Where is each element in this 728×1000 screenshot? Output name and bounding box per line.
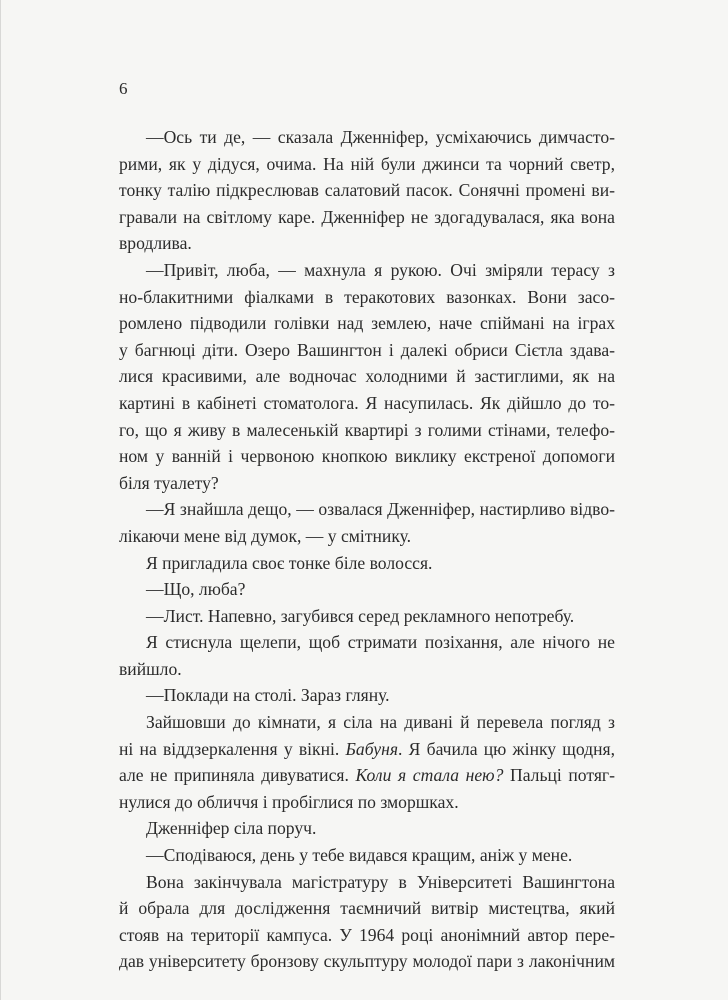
text-line: го, що я живу в малесенькій квартирі з голими стінами, телефо- bbox=[119, 419, 615, 440]
text-line: Вона закінчувала магістратуру в Університеті Вашингтона bbox=[146, 871, 615, 892]
text-line: гравали на світлому каре. Дженніфер не здогадувалася, яка вона bbox=[119, 206, 615, 227]
text-line: вродлива. bbox=[119, 233, 192, 254]
text-line: біля туалету? bbox=[119, 472, 219, 493]
text-line: дав університету бронзову скульптуру молодої пари з лаконічним bbox=[119, 951, 615, 972]
text-line: —Я знайшла дещо, — озвалася Дженніфер, настирливо відво- bbox=[146, 499, 615, 520]
text-line: картині в кабінеті стоматолога. Я насупилась. Як дійшло до то- bbox=[119, 392, 615, 413]
text-line: —Ось ти де, — сказала Дженніфер, усміхаючись димчасто- bbox=[146, 127, 615, 147]
text-line: стояв на території кампуса. У 1964 році анонімний автор пере- bbox=[119, 924, 615, 945]
text-line: Дженніфер сіла поруч. bbox=[146, 818, 317, 839]
text-line: тонку талію підкреслював салатовий пасок. Сонячні промені ви- bbox=[119, 180, 615, 201]
text-line: Я стиснула щелепи, щоб стримати позіхання, але нічого не bbox=[146, 632, 615, 653]
text-line: лися красивими, але водночас холодними й застиглими, як на bbox=[119, 366, 615, 387]
text-line: у багнюці діти. Озеро Вашингтон і далекі обриси Сієтла здава- bbox=[119, 339, 615, 360]
text-line: Я пригладила своє тонке біле волосся. bbox=[146, 552, 433, 573]
text-line: —Сподіваюся, день у тебе видався кращим, аніж у мене. bbox=[146, 845, 573, 866]
page-number: 6 bbox=[119, 79, 128, 98]
text-line: але не припиняла дивуватися. Коли я стала нею? Пальці потяг- bbox=[119, 765, 615, 786]
text-line: —Лист. Напевно, загубився серед рекламного непотребу. bbox=[146, 605, 575, 626]
text-line: Зайшовши до кімнати, я сіла на дивані й перевела погляд з bbox=[146, 712, 615, 733]
italic-text: Коли я стала нею? bbox=[355, 765, 504, 786]
text-line: —Що, люба? bbox=[146, 579, 246, 600]
text-line: нулися до обличчя і пробіглися по зморшках. bbox=[119, 791, 459, 812]
text-line: —Привіт, люба, — махнула я рукою. Очі зміряли терасу з bbox=[146, 259, 615, 280]
text-line: вийшло. bbox=[119, 658, 182, 679]
text-line: —Поклади на столі. Зараз гляну. bbox=[146, 685, 390, 706]
text-line: ні на віддзеркалення у вікні. Бабуня. Я бачила цю жінку щодня, bbox=[119, 738, 615, 759]
text-line: но-блакитними фіалками в теракотових вазонках. Вони засо- bbox=[119, 286, 615, 307]
text-line: лікаючи мене від думок, — у смітнику. bbox=[119, 525, 412, 546]
text-line: рими, як у дідуся, очима. На ній були джинси та чорний светр, bbox=[119, 153, 615, 174]
text-line: й обрала для дослідження таємничий витвір мистецтва, який bbox=[119, 898, 615, 919]
text-line: ромлено підводили голівки над землею, наче спіймані на іграх bbox=[119, 313, 615, 334]
body-text bbox=[119, 124, 615, 975]
italic-text: Бабуня bbox=[345, 738, 399, 759]
text-line: ном у ванній і червоною кнопкою виклику екстреної допомоги bbox=[119, 446, 615, 467]
